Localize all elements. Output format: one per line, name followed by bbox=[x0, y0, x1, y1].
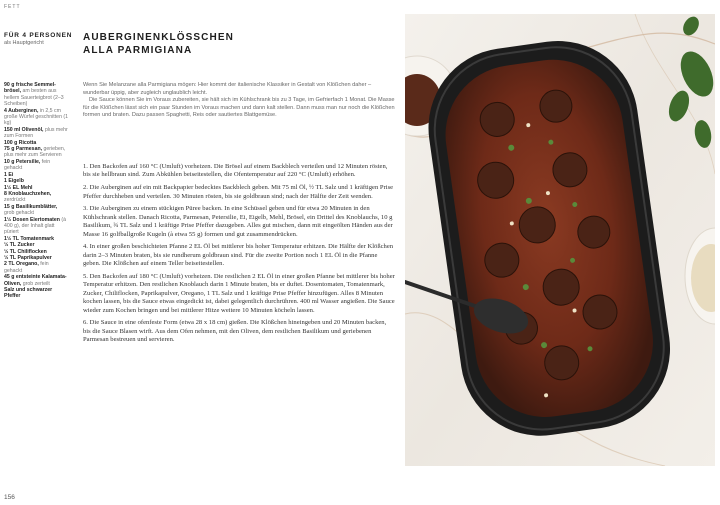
ingredient-item: 150 ml Olivenöl, plus mehr zum Formen bbox=[4, 126, 68, 140]
ingredient-item: 1½ Dosen Eiertomaten (à 400 g), der Inhalt glatt püriert bbox=[4, 216, 66, 236]
step bbox=[83, 163, 395, 180]
intro-paragraph: Wenn Sie Melanzane alla Parmigiana mögen: Hier kommt der italienische Klassiker in Gestalt von Klößchen daher – wunderbar üppig, aber zugleich unglaublich leicht. bbox=[83, 82, 372, 96]
ingredient-item: Salz und schwarzer Pfeffer bbox=[4, 287, 53, 300]
ingredient-item: 45 g entsteinte Kalamata-Oliven, grob zerteilt bbox=[4, 274, 67, 287]
serves-subtitle: als Hauptgericht bbox=[4, 40, 44, 46]
ingredient-list bbox=[4, 82, 68, 300]
recipe-title-line: AUBERGINENKLÖSSCHEN bbox=[83, 32, 234, 43]
step-number: 4. bbox=[83, 243, 88, 251]
step-text: Die Sauce in eine ofenfeste Form (etwa 28 x 18 cm) gießen. Die Klößchen hineingeben und 20 Minuten backen, bis die Sauce Blasen wirft. Aus dem Ofen nehmen, mit den Oliven, dem restlichen Basilikum und geriebenen Parmesan bestreuen und servieren. bbox=[83, 319, 387, 344]
ingredient-item: 100 g Ricotta bbox=[4, 139, 37, 146]
step-number: 3. bbox=[83, 205, 88, 213]
ingredient-item: 1½ TL Tomatenmark bbox=[4, 235, 54, 242]
ingredient-item: 4 Auberginen, in 2,5 cm große Würfel geschnitten (1 kg) bbox=[4, 107, 69, 127]
dish-photo bbox=[405, 14, 715, 466]
ingredient-item: ½ TL Chiliflocken bbox=[4, 248, 47, 255]
ingredient-item: 10 g Petersilie, fein gehackt bbox=[4, 158, 51, 172]
ingredient-item: 75 g Parmesan, gerieben, plus mehr zum Servieren bbox=[4, 146, 66, 159]
ingredient-item: 15 g Basilikumblätter, grob gehackt bbox=[4, 203, 58, 217]
ingredient-item: 90 g frische Semmel-brösel, am besten aus hellem Sauerteigbrot (2–3 Scheiben) bbox=[4, 82, 64, 108]
step-number: 6. bbox=[83, 319, 88, 327]
ingredient-item: 1 Eigelb bbox=[4, 178, 24, 185]
recipe-title bbox=[83, 32, 234, 57]
step-text: Die Auberginen zu einem stückigen Püree backen. In eine Schüssel geben und für etwa 20 Minuten in den Kühlschrank stellen. Danach Ricotta, Parmesan, Petersilie, Ei, Eigelb, Mehl, Brösel, ein Drittel des Knoblauchs, 10 g Basilikum, ¾ TL Salz und 1 kräftige Prise Pfeffer dazugeben. Alles gut mischen, dann mit eingeölten Händen aus der Masse 16 golfballgroße Kugeln (à etwa 55 g) formen und gut zusammendrücken. bbox=[83, 205, 393, 238]
step-number: 5. bbox=[83, 273, 88, 281]
step-number: 1. bbox=[83, 163, 88, 170]
step-text: Die Auberginen auf ein mit Backpapier bedecktes Backblech geben. Mit 75 ml Öl, ½ TL Salz und 1 kräftigen Prise Pfeffer durchheben und verteilen. 30 Minuten rösten, bis sie goldbraun sind; nach der Hälfte der Zeit wenden. bbox=[83, 184, 394, 200]
ingredient-item: ½ TL Paprikapulver bbox=[4, 254, 52, 261]
serves-title: FÜR 4 PERSONEN bbox=[4, 32, 73, 39]
recipe-title-line: ALLA PARMIGIANA bbox=[83, 44, 193, 56]
ingredient-item: 1 Ei bbox=[4, 171, 14, 178]
step-text: In einer großen beschichteten Pfanne 2 EL Öl bei mittlerer bis hoher Temperatur erhitzen. Die Hälfte der Klößchen darin 2–3 Minuten braten, bis sie rundherum goldbraun sind. Für die zweite Portion noch 1 EL Öl in die Pfanne geben. Die Klößchen auf einem Teller beiseitestellen. bbox=[83, 243, 394, 268]
serves-block bbox=[4, 32, 74, 46]
page-number: 156 bbox=[4, 494, 15, 501]
ingredient-item: 2 TL Oregano, fein gehackt bbox=[4, 261, 49, 274]
step-number: 2. bbox=[83, 184, 88, 192]
recipe-intro bbox=[83, 82, 395, 120]
step bbox=[83, 205, 395, 239]
section-label: FETT bbox=[4, 4, 21, 10]
step bbox=[83, 184, 395, 201]
ingredient-item: 1½ EL Mehl bbox=[4, 184, 33, 191]
step bbox=[83, 243, 395, 268]
step bbox=[83, 319, 395, 344]
method-steps bbox=[83, 163, 395, 349]
step-text: Den Backofen auf 160 °C (Umluft) vorheizen. Die Brösel auf einem Backblech verteilen und 12 Minuten rösten, bis sie hellbraun sind. Zum Abkühlen beiseitestellen, die Ofentemperatur auf 220 °C (Umluft) erhöhen. bbox=[83, 163, 388, 179]
ingredient-item: 8 Knoblauchzehen, zerdrückt bbox=[4, 190, 52, 204]
step-text: Den Backofen auf 180 °C (Umluft) vorheizen. Die restlichen 2 EL Öl in einer großen Pfanne bei mittlerer bis hoher Temperatur erhitzen. Den restlichen Knoblauch darin 1 Minute braten, bis er duftet. Dosentomaten, Tomatenmark, Zucker, Chiliflocken, Paprikapulver, Oregano, 1 TL Salz und 1 kräftige Prise Pfeffer hinzufügen. Alles 8 Minuten kochen lassen, bis die Sauce etwas eingedickt ist, dabei gelegentlich durchrühren. 400 ml Wasser angießen. Die Sauce wieder zum Kochen bringen und bei mittlerer Hitze weitere 10 Minuten köcheln lassen. bbox=[83, 273, 395, 314]
ingredient-item: ½ TL Zucker bbox=[4, 242, 35, 249]
intro-paragraph: Die Sauce können Sie im Voraus zubereiten, sie hält sich im Kühlschrank bis zu 3 Tage, im Gefrierfach 1 Monat. Die Masse für die Klößchen lässt sich ein paar Stunden im Voraus machen und dann kalt stellen. Dann muss man nur noch die Klößchen formen und braten. Dazu passen Spaghetti, Reis oder sautiertes Blattgemüse. bbox=[83, 97, 395, 118]
step bbox=[83, 273, 395, 315]
